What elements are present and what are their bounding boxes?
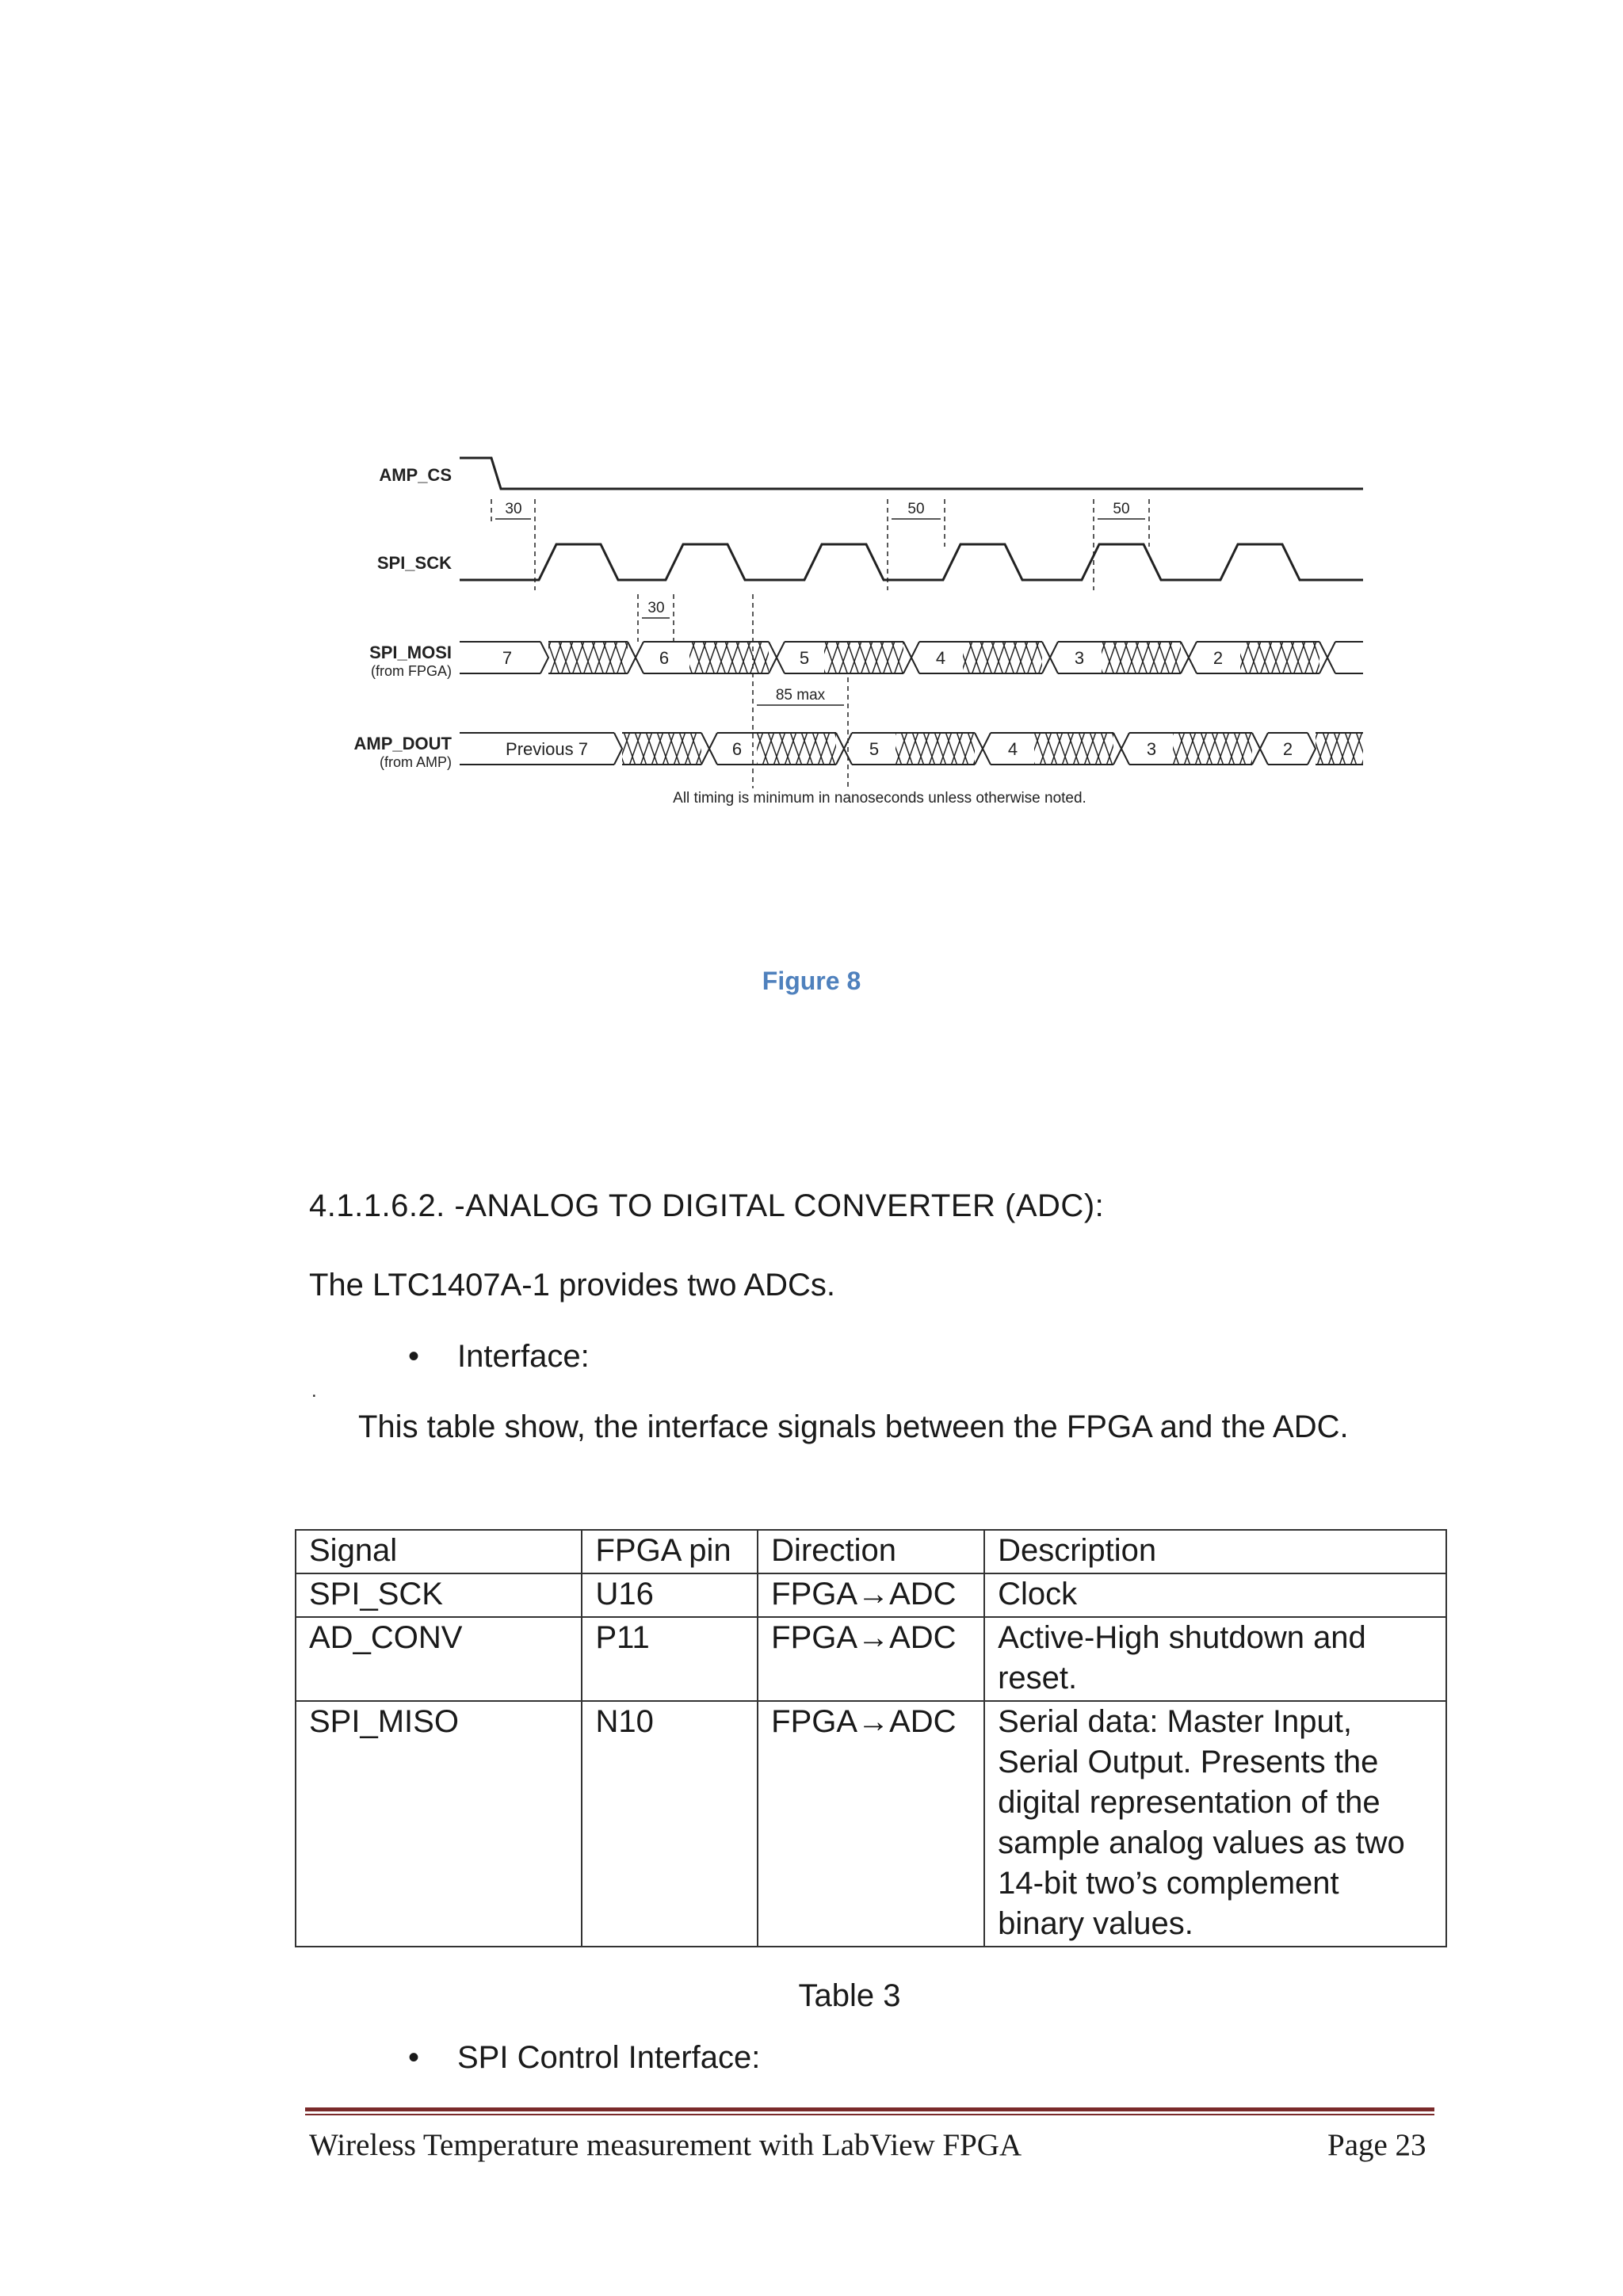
header-direction: Direction [758, 1530, 984, 1573]
interface-signals-table [295, 1529, 1447, 1947]
section-heading: 4.1.1.6.2. -ANALOG TO DIGITAL CONVERTER (ADC): [309, 1188, 1105, 1223]
amp-dout-bus [460, 733, 1363, 765]
table-header-row [296, 1530, 1446, 1573]
timing-diagram [333, 440, 1379, 812]
cell-signal: SPI_MISO [296, 1701, 582, 1947]
intro-paragraph: The LTC1407A-1 provides two ADCs. [309, 1268, 836, 1302]
table-row [296, 1573, 1446, 1617]
cell-pin: N10 [582, 1701, 758, 1947]
footer-rule-thick [305, 2107, 1434, 2111]
dout-bit-previous-7: Previous 7 [506, 739, 588, 759]
mosi-bit-7: 7 [502, 648, 513, 668]
cell-direction: FPGA→ADC [758, 1573, 984, 1617]
cell-signal: AD_CONV [296, 1617, 582, 1701]
table-row [296, 1617, 1446, 1701]
dout-bit-4: 4 [1007, 739, 1018, 759]
timing-label-30-mosi: 30 [647, 600, 665, 616]
timing-label-85-max: 85 max [775, 687, 826, 704]
footer-rule-thin [305, 2114, 1434, 2115]
timing-note: All timing is minimum in nanoseconds unless otherwise noted. [673, 790, 1086, 807]
stray-period: . [311, 1380, 317, 1402]
signal-label-spi-sck: SPI_SCK [376, 553, 452, 573]
signal-sub-spi-mosi: (from FPGA) [371, 663, 452, 679]
cell-description: Clock [984, 1573, 1446, 1617]
mosi-bit-4: 4 [935, 648, 946, 668]
footer-title: Wireless Temperature measurement with LabView FPGA [309, 2128, 1022, 2162]
cell-description: Serial data: Master Input, Serial Output. Presents the digital representation of the sample analog values as two 14-bit two’s complement binary values. [984, 1701, 1446, 1947]
mosi-bit-3: 3 [1074, 648, 1085, 668]
cell-direction: FPGA→ADC [758, 1617, 984, 1701]
page-number: Page 23 [1327, 2128, 1426, 2162]
timing-label-30-cs: 30 [505, 501, 522, 517]
cell-direction: FPGA→ADC [758, 1701, 984, 1947]
cell-pin: U16 [582, 1573, 758, 1617]
header-signal: Signal [296, 1530, 582, 1573]
dout-bit-3: 3 [1146, 739, 1157, 759]
bullet-interface-label: Interface: [457, 1339, 590, 1374]
dout-bit-5: 5 [869, 739, 880, 759]
bullet-spi-control-label: SPI Control Interface: [457, 2040, 761, 2075]
signal-label-amp-dout: AMP_DOUT [353, 734, 452, 753]
dout-bit-2: 2 [1282, 739, 1293, 759]
cell-pin: P11 [582, 1617, 758, 1701]
header-description: Description [984, 1530, 1446, 1573]
header-fpga-pin: FPGA pin [582, 1530, 758, 1573]
table-caption: Table 3 [798, 1978, 901, 2013]
spi-mosi-bus [460, 642, 1363, 673]
dout-bit-6: 6 [731, 739, 743, 759]
bullet-dot: • [408, 2040, 420, 2075]
amp-cs-waveform [460, 458, 1363, 489]
signal-label-amp-cs: AMP_CS [379, 465, 452, 485]
cell-description: Active-High shutdown and reset. [984, 1617, 1446, 1701]
bullet-dot: • [408, 1339, 420, 1374]
mosi-bit-2: 2 [1212, 648, 1224, 668]
mosi-bit-5: 5 [799, 648, 810, 668]
timing-label-50-a: 50 [907, 501, 925, 517]
mosi-bit-6: 6 [659, 648, 670, 668]
signal-label-spi-mosi: SPI_MOSI [369, 643, 452, 662]
table-row [296, 1701, 1446, 1947]
signal-sub-amp-dout: (from AMP) [379, 754, 452, 770]
spi-sck-waveform [460, 544, 1363, 580]
timing-label-50-b: 50 [1113, 501, 1130, 517]
figure-caption: Figure 8 [762, 967, 861, 995]
table-intro-paragraph: This table show, the interface signals between the FPGA and the ADC. [358, 1409, 1349, 1444]
cell-signal: SPI_SCK [296, 1573, 582, 1617]
